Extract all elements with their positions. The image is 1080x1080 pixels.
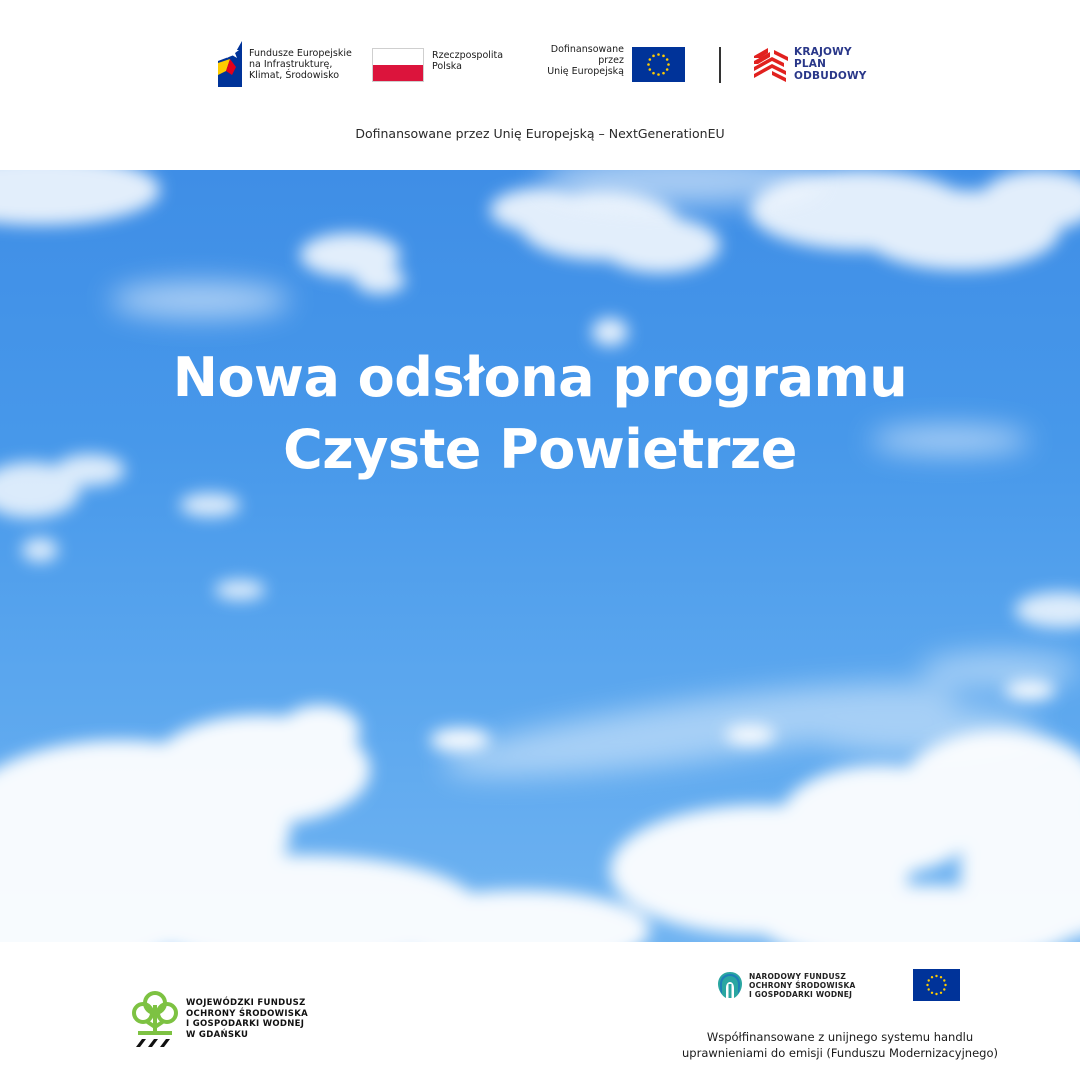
nextgeneration-caption: Dofinansowane przez Unię Europejską – NextGenerationEU — [355, 126, 725, 141]
eu-star-icon — [666, 68, 669, 71]
headline-line-1: Nowa odsłona programu — [172, 346, 908, 409]
wfos-line-4: W GDAŃSKU — [186, 1029, 249, 1040]
headline-line-2: Czyste Powietrze — [283, 418, 797, 481]
sky-hero-image — [0, 170, 1080, 942]
tree-icon — [132, 989, 178, 1053]
wfos-gdansk-logo — [132, 989, 308, 1053]
fe-line-2: na Infrastrukturę, — [249, 58, 333, 70]
rp-line-1: Rzeczpospolita — [432, 50, 504, 61]
logo-divider — [719, 47, 721, 83]
eu-star-icon — [940, 976, 942, 978]
nfos-line-3: I GOSPODARKI WODNEJ — [749, 989, 853, 999]
eu-star-icon — [935, 993, 937, 995]
eu-line-2: Unię Europejską — [547, 66, 624, 77]
eu-line-1: Dofinansowane przez — [550, 44, 624, 66]
wfos-line-2: OCHRONY ŚRODOWISKA — [186, 1008, 308, 1019]
fundusze-europejskie-icon — [218, 41, 244, 87]
eu-star-icon — [662, 72, 665, 75]
rzeczpospolita-polska-logo — [372, 48, 502, 82]
kpo-line-2: PLAN — [794, 58, 827, 70]
nfos-line-1: NARODOWY FUNDUSZ — [749, 971, 846, 981]
eu-star-icon — [943, 988, 945, 990]
wfos-line-1: WOJEWÓDZKI FUNDUSZ — [186, 998, 306, 1008]
modernization-caption-line-1: Współfinansowane z unijnego systemu handlu — [706, 1030, 974, 1044]
nfosigw-icon — [716, 970, 744, 1000]
eu-star-icon — [944, 984, 946, 986]
polish-flag-icon — [372, 48, 424, 82]
eu-star-icon — [647, 63, 650, 66]
eu-star-icon — [928, 979, 930, 981]
kpo-icon — [754, 46, 788, 82]
eu-star-icon — [931, 976, 933, 978]
modernization-caption-line-2: uprawnieniami do emisji (Funduszu Modernizacyjnego) — [682, 1046, 998, 1060]
logo-bar — [0, 0, 1080, 170]
modernization-fund-caption — [660, 1029, 1020, 1061]
eu-star-icon — [652, 72, 655, 75]
nfosigw-logo — [716, 970, 855, 1000]
eu-star-icon — [649, 68, 652, 71]
eu-star-icon — [657, 53, 660, 56]
fe-line-3: Klimat, Środowisko — [249, 69, 340, 81]
eu-star-icon — [666, 58, 669, 61]
wfos-line-3: I GOSPODARKI WODNEJ — [186, 1019, 305, 1029]
clouds-illustration — [0, 170, 1080, 942]
eu-flag-footer-icon — [913, 969, 960, 1001]
eu-star-icon — [662, 55, 665, 58]
eu-star-icon — [931, 992, 933, 994]
eu-star-icon — [943, 979, 945, 981]
eu-star-icon — [940, 992, 942, 994]
eu-star-icon — [657, 73, 660, 76]
eu-cofunding-logo — [524, 44, 685, 82]
fe-line-1: Fundusze Europejskie — [249, 47, 352, 59]
eu-flag-icon — [632, 47, 685, 82]
nfos-line-2: OCHRONY ŚRODOWISKA — [749, 980, 856, 990]
eu-star-icon — [926, 984, 928, 986]
eu-star-icon — [928, 988, 930, 990]
kpo-line-3: ODBUDOWY — [794, 70, 867, 82]
eu-star-icon — [667, 63, 670, 66]
krajowy-plan-odbudowy-logo — [754, 46, 867, 82]
kpo-line-1: KRAJOWY — [794, 46, 852, 58]
headline — [0, 342, 1080, 486]
eu-star-icon — [649, 58, 652, 61]
fundusze-europejskie-logo — [218, 41, 379, 87]
eu-star-icon — [935, 975, 937, 977]
eu-star-icon — [652, 55, 655, 58]
rp-line-2: Polska — [432, 61, 462, 72]
